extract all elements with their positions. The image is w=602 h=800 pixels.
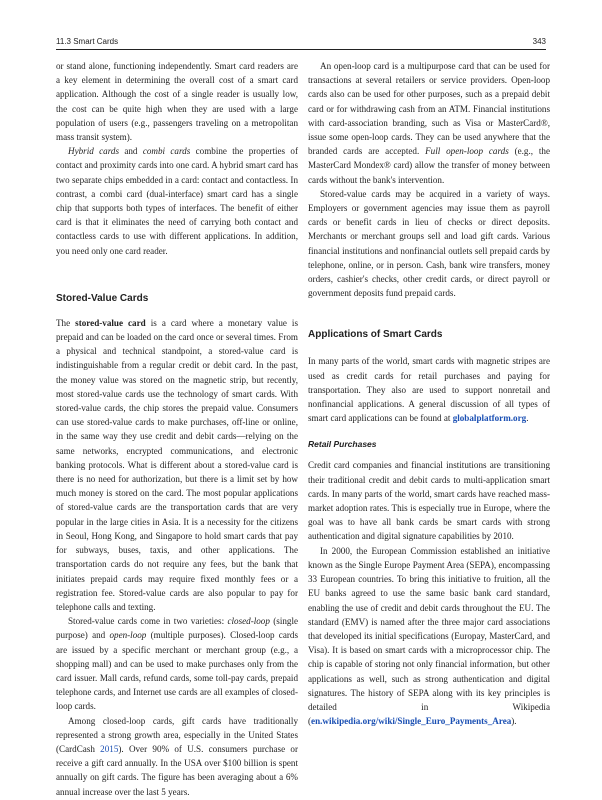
subsection-heading-retail: Retail Purchases <box>308 439 377 450</box>
paragraph: or stand alone, functioning independently. Smart card readers are a key element in determining the overall cost of a smart card application. Although the cost of a single reader is usually low, the cost can be quite high when they are used with a large population of users (e.g., passengers traveling on a metropolitan mass transit system). <box>56 61 298 143</box>
section-heading-applications: Applications of Smart Cards <box>308 329 443 341</box>
right-column <box>308 59 550 728</box>
paragraph: In 2000, the European Commission established an initiative known as the Single Europe Payment Area (SEPA), encompassing 33 European countries. To bring this initiative to fruition, all the EU banks agreed to use the same basic bank card standard, enabling the use of credit and debit cards throughout the EU. The standard (EMV) is named after the three major card associations that developed its initial specifications (Europay, MasterCard, and Visa). It is based on smart cards with a microprocessor chip. The chip is capable of storing not only financial information, but other applications as well, such as strong authentication and digital signatures. The history of SEPA along with its key principles is detailed in Wikipedia (en.wikipedia.org/wiki/Single_Euro_Payments_Area). <box>308 545 550 727</box>
left-column <box>56 59 298 799</box>
paragraph: Credit card companies and financial institutions are transitioning their traditional credit and debit cards to multi-application smart cards. In many parts of the world, smart cards have reached mass-market adoption rates. This is especially true in Europe, where the goal was to have all bank cards be smart cards with strong authentication and digital signature capabilities by 2010. <box>308 460 550 542</box>
paragraph: Stored-value cards come in two varieties: closed-loop (single purpose) and open-loop (multiple purposes). Closed-loop cards are issued by a specific merchant or merchant group (e.g., a shopping mall) and can be used to make purchases only from the card issuer. Mall cards, refund cards, some toll-pay cards, prepaid telephone cards, and Internet use cards are all examples of closed-loop cards. <box>56 616 299 712</box>
citation-link[interactable]: 2015 <box>100 743 119 754</box>
paragraph: Among closed-loop cards, gift cards have traditionally represented a strong growth area, especially in the United States (CardCash 2015). Over 90% of U.S. consumers purchase or receive a gift card annually. In the USA over $100 billion is spent annually on gift cards. The figure has been averaging about a 6% annual increase over the last 5 years. <box>56 715 298 797</box>
paragraph: In many parts of the world, smart cards with magnetic stripes are used as credit cards for retail purchases and paying for transportation. They also are used to support nonretail and nonfinancial applications. A general discussion of all types of smart card applications can be found at globalplatform.org. <box>308 356 550 424</box>
paragraph: The stored-value card is a card where a monetary value is prepaid and can be loaded on the card once or several times. From a physical and technical standpoint, a stored-value card is indistinguishable from a regular credit or debit card. In the past, the money value was stored on the magnetic strip, but recently, most stored-value cards use the technology of smart cards. With stored-value cards, the chip stores the prepaid value. Consumers can use stored-value cards to make purchases, off-line or online, in the same way they use credit and debit cards—relying on the same networks, encrypted communications, and electronic banking protocols. What is different about a stored-value card is there is no need for authorization, but there is a limit set by how much money is stored on the card. The most popular applications of stored-value cards are the transportation cards that are very popular in the large cities in Asia. It is a necessity for the citizens in Seoul, Hong Kong, and Singapore to hold smart cards that pay for subways, buses, taxis, and other applications. The transportation cards do not require any fees, but the bank that initiates prepaid cards may require fixed monthly fees or a registration fee. Stored-value cards are also popular to pay for telephone calls and texting. <box>56 317 298 612</box>
page-number: 343 <box>532 37 546 46</box>
section-title: 11.3 Smart Cards <box>56 37 119 46</box>
paragraph: Stored-value cards may be acquired in a variety of ways. Employers or government agencies may issue them as payroll cards or benefit cards in lieu of checks or direct deposits. Merchants or merchant groups sell and load gift cards. Various financial institutions and nonfinancial outlets sell prepaid cards by telephone, online, or in person. Cash, bank wire transfers, money orders, cashier's checks, other credit cards, or direct payroll or government deposits fund prepaid cards. <box>308 188 550 299</box>
globalplatform-link[interactable]: globalplatform.org <box>452 413 527 424</box>
wikipedia-link[interactable]: en.wikipedia.org/wiki/Single_Euro_Payments_Area <box>311 716 512 727</box>
running-header <box>56 37 546 50</box>
paragraph: Hybrid cards and combi cards combine the properties of contact and proximity cards into one card. A hybrid smart card has two separate chips embedded in a card: contact and contactless. In contrast, a combi card (dual-interface) smart card has a single chip that supports both types of interfaces. The benefit of either card is that it eliminates the need of carrying both contact and contactless cards to use with different applications. In addition, you need only one card reader. <box>56 146 299 256</box>
section-heading-stored-value: Stored-Value Cards <box>56 292 149 304</box>
paragraph: An open-loop card is a multipurpose card that can be used for transactions at several retailers or service providers. Open-loop cards also can be used for other purposes, such as a prepaid debit card or for withdrawing cash from an ATM. Financial institutions with card-association branding, such as Visa or MasterCard®, issue some open-loop cards. They can be used anywhere that the branded cards are accepted. Full open-loop cards (e.g., the MasterCard Mondex® card) allow the transfer of money between cards without the bank's intervention. <box>308 61 550 185</box>
